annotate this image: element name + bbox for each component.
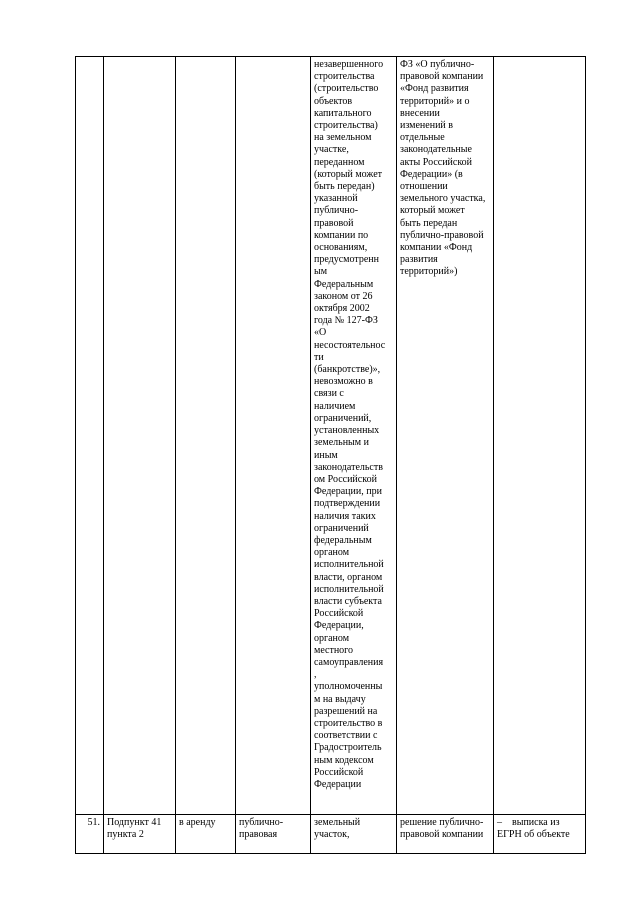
- document-table: [75, 56, 586, 854]
- basis-cell: [104, 57, 176, 815]
- object-cell: земельный участок,: [311, 815, 397, 854]
- applicant-cell: публично- правовая: [236, 815, 311, 854]
- extract-cell: – выписка из ЕГРН об объекте: [494, 815, 586, 854]
- table-row: [76, 815, 586, 854]
- basis-cell: Подпункт 41 пункта 2: [104, 815, 176, 854]
- condition-cell: незавершенного строительства (строительство объектов капитального строительства) на земельном участке, переданном (который может быть передан) указанной публично- правовой компании по основаниям, предусмотренн ым Федеральным законом от 26 октября 2002 года № 127-ФЗ «О несостоятельнос ти (банкротстве)», невозможно в связи с наличием ограничений, установленных земельным и иным законодательств ом Российской Федерации, при подтверждении наличия таких ограничений федеральным органом исполнительной власти, органом исполнительной власти субъекта Российской Федерации, органом местного самоуправления , уполномоченны м на выдачу разрешений на строительство в соответствии с Градостроитель ным кодексом Российской Федерации: [311, 57, 397, 815]
- documents-cell: [494, 57, 586, 815]
- type-cell: [176, 57, 236, 815]
- type-cell: в аренду: [176, 815, 236, 854]
- legal-act-cell: ФЗ «О публично- правовой компании «Фонд развития территорий» и о внесении изменений в отдельные законодательные акты Российской Федерации» (в отношении земельного участка, который может быть передан публично-правовой компании «Фонд развития территорий»): [397, 57, 494, 815]
- document-cell: решение публично- правовой компании: [397, 815, 494, 854]
- row-number-cell: 51.: [76, 815, 104, 854]
- row-number-cell: [76, 57, 104, 815]
- applicant-cell: [236, 57, 311, 815]
- table-row: [76, 57, 586, 815]
